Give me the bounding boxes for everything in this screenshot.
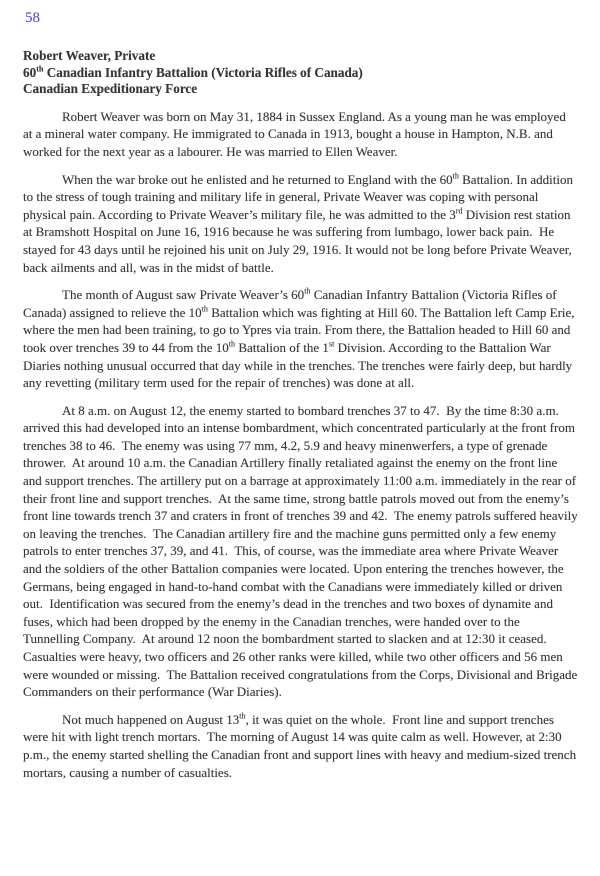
- paragraph-august-13-14: Not much happened on August 13th, it was quiet on the whole. Front line and support trenches were hit with light trench mortars. The morning of August 14 was quite calm as well. However, at 2:30 p.m., the enemy started shelling the Canadian front and support lines with heavy and medium-sized trench mortars, causing a number of casualties.: [23, 711, 580, 780]
- document-heading: [23, 48, 578, 98]
- heading-line-name-rank: Robert Weaver, Private: [23, 48, 156, 63]
- paragraph-enlistment-and-hospital: When the war broke out he enlisted and he returned to England with the 60th Battalion. In addition to the stress of tough training and military life in general, Private Weaver was coping with personal physical pain. According to Private Weaver’s military file, he was admitted to the 3rd Division rest station at Bramshott Hospital on June 16, 1916 because he was suffering from lumbago, lower back pain. He stayed for 43 days until he rejoined his unit on July 29, 1916. It would not be long before Private Weaver, back ailments and all, was in the midst of battle.: [23, 171, 577, 275]
- paragraph-birth-and-early-life: Robert Weaver was born on May 31, 1884 in Sussex England. As a young man he was employed at a mineral water company. He immigrated to Canada in 1913, bought a house in Hampton, N.B. and worked for the next year as a labourer. He was married to Ellen Weaver.: [23, 108, 570, 159]
- page-number: 58: [25, 10, 40, 26]
- paragraph-august-hill-60: The month of August saw Private Weaver’s 60th Canadian Infantry Battalion (Victoria Rifles of Canada) assigned to relieve the 10th Battalion which was fighting at Hill 60. The Battalion left Camp Erie, where the men had been training, to go to Ypres via train. From there, the Battalion headed to Hill 60 and took over trenches 39 to 44 from the 10th Battalion of the 1st Division. According to the Battalion War Diaries nothing unusual occurred that day while in the trenches. The trenches were fairly deep, but hardly any revetting (military term used for the repair of trenches) was done at all.: [23, 286, 578, 391]
- heading-line-force: Canadian Expeditionary Force: [23, 81, 198, 97]
- paragraph-august-12-bombardment: At 8 a.m. on August 12, the enemy started to bombard trenches 37 to 47. By the time 8:30 a.m. arrived this had developed into an intense bombardment, which concentrated particularly at the front from trenches 38 to 46. The enemy was using 77 mm, 4.2, 5.9 and heavy minenwerfers, a type of grenade thrower. At around 10 a.m. the Canadian Artillery finally retaliated against the enemy on the front line and support trenches. The artillery put on a barrage at approximately 11:00 a.m. immediately in the rear of their front line and support trenches. At the same time, strong battle patrols moved out from the enemy’s front line towards trench 37 and craters in front of trenches 39 and 42. The enemy patrols suffered heavily on leaving the trenches. The Canadian artillery fire and the machine guns permitted only a few enemy patrols to enter trenches 37, 39, and 41. This, of course, was the immediate area where Private Weaver and the soldiers of the other Battalion companies were located. Upon entering the trenches however, the Germans, being engaged in hand-to-hand combat with the Canadians were immediately killed or driven out. Identification was secured from the enemy’s dead in the trenches and two boxes of dynamite and fuses, which had been dropped by the enemy in the Canadian trenches, were handed over to the Tunnelling Company. At around 12 noon the bombardment started to slacken and at 12:30 it ceased. Casualties were heavy, two officers and 26 other ranks were killed, while two other officers and 56 men were wounded or missing. The Battalion received congratulations from the Corps, Divisional and Brigade Commanders on their performance (War Diaries).: [23, 402, 581, 700]
- heading-line-battalion: 60th Canadian Infantry Battalion (Victoria Rifles of Canada): [23, 64, 363, 80]
